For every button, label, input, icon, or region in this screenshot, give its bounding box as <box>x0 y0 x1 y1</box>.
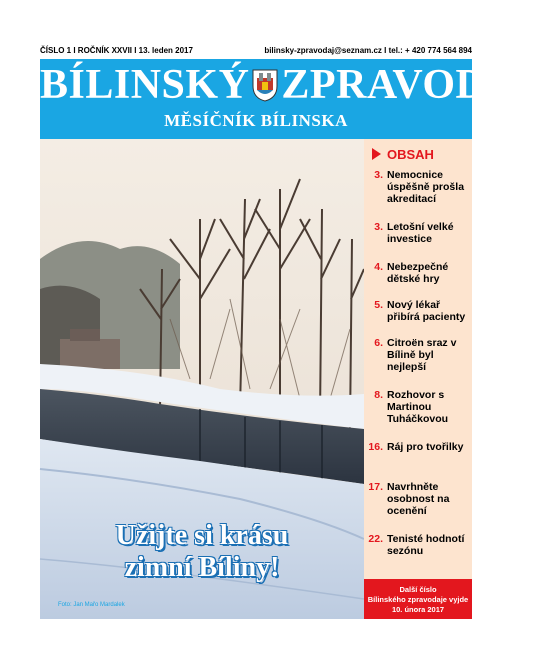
toc-page: 3. <box>374 169 383 181</box>
arrow-right-icon <box>372 148 381 160</box>
toc-text: Letošní velké investice <box>387 221 454 245</box>
toc-text: Nemocnice úspěšně prošla akreditací <box>387 169 465 205</box>
masthead-title <box>40 61 539 109</box>
toc-text: Citroën sraz v Bílině byl nejlepší <box>387 337 457 373</box>
toc-page: 8. <box>374 389 383 401</box>
toc-page: 6. <box>374 337 383 349</box>
next-issue-line1: Další číslo <box>399 585 437 594</box>
next-issue-notice <box>364 579 472 619</box>
toc-text: Tenisté hodnotí sezónu <box>387 533 465 557</box>
headline-line1: Užijte si krásu <box>115 520 289 551</box>
contact-info: bilinsky-zpravodaj@seznam.cz I tel.: + 420 774 564 894 <box>264 46 472 55</box>
toc-page: 22. <box>368 533 383 545</box>
toc-text: Ráj pro tvořilky <box>387 441 464 453</box>
title-left: BÍLINSKÝ <box>40 62 250 108</box>
toc-text: Nebezpečné dětské hry <box>387 261 449 285</box>
masthead-subtitle: MĚSÍČNÍK BÍLINSKA <box>164 111 348 130</box>
issue-info: ČÍSLO 1 I ROČNÍK XXVII I 13. leden 2017 <box>40 46 193 55</box>
toc-text: Rozhovor s Martinou Tuháčkovou <box>387 389 449 425</box>
toc-page: 16. <box>368 441 383 453</box>
headline-line2: zimní Bíliny! <box>124 552 280 583</box>
title-right: ZPRAVODAJ <box>281 62 539 108</box>
toc-page: 4. <box>374 261 383 273</box>
issue-info-bar <box>40 46 472 58</box>
toc-text: Navrhněte osobnost na ocenění <box>387 481 450 517</box>
contents-sidebar <box>364 139 472 619</box>
contents-heading: OBSAH <box>372 147 434 162</box>
cover-headline <box>40 520 364 584</box>
toc-page: 17. <box>368 481 383 493</box>
next-issue-date: 10. února 2017 <box>391 605 445 614</box>
toc-page: 3. <box>374 221 383 233</box>
town-crest-icon <box>251 65 279 99</box>
toc-page: 5. <box>374 299 383 311</box>
masthead <box>40 59 539 139</box>
next-issue-line2: Bílinského zpravodaje vyjde <box>367 595 469 604</box>
toc-text: Nový lékař přibírá pacienty <box>387 299 466 323</box>
photo-credit: Foto: Jan Mařo Mardalek <box>58 602 125 608</box>
